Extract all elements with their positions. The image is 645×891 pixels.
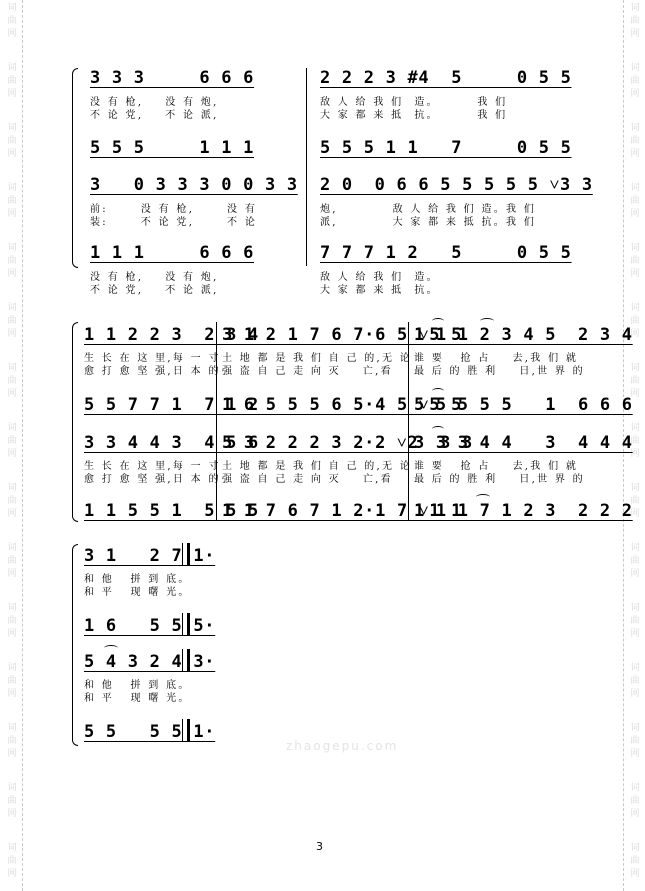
margin-watermark-char: 曲 xyxy=(630,616,640,626)
system-2-row-3-lyric-1-m3: 谁 要 抢 占 去,我 们 就 xyxy=(414,461,579,472)
system-1-row-3-m2: 2 0 0 6 6 5 5 5 5 5 ˅3 3 xyxy=(320,175,593,195)
margin-watermark-char: 词 xyxy=(7,723,17,733)
page-number: 3 xyxy=(316,840,323,853)
margin-watermark-char: 网 xyxy=(7,449,17,459)
margin-watermark-char: 曲 xyxy=(7,76,17,86)
system-2-row-4-m2: 1 1 7 6 7 1 2·1 7 ˅1 1 xyxy=(222,501,463,521)
margin-watermark-char: 网 xyxy=(630,809,640,819)
system-3-row-1-lyric-1: 和 他 拼 到 底。 xyxy=(84,574,191,585)
margin-watermark-char: 词 xyxy=(630,603,640,613)
margin-watermark-char: 词 xyxy=(630,183,640,193)
system-2-row-1-m2: 3 1 2 1 7 6 7·6 5 ˅5 5 xyxy=(222,325,463,345)
margin-watermark-char: 网 xyxy=(630,209,640,219)
system-2-row-1-m3: 1 1 1 2 3 4 5 2 3 4 xyxy=(414,325,633,345)
system-1-row-1-m1: 3 3 3 6 6 6 xyxy=(90,68,255,88)
margin-watermark-char: 网 xyxy=(7,629,17,639)
margin-watermark-char: 曲 xyxy=(630,136,640,146)
watermark-url: zhaogepu.com xyxy=(286,739,399,753)
margin-watermark-char: 曲 xyxy=(7,676,17,686)
margin-watermark-char: 网 xyxy=(7,269,17,279)
margin-watermark-char: 网 xyxy=(630,29,640,39)
margin-watermark-char: 曲 xyxy=(630,556,640,566)
margin-watermark-char: 词 xyxy=(7,663,17,673)
margin-watermark-char: 曲 xyxy=(7,496,17,506)
system-2-row-1-lyric-2-m3: 最 后 的 胜 利 日,世 界 的 xyxy=(414,366,585,377)
system-2-row-4-m3: 1 1 1 7 1 2 3 2 2 2 xyxy=(414,501,633,521)
system-3-brace xyxy=(72,544,78,746)
margin-watermark-char: 网 xyxy=(7,209,17,219)
system-2-row-3-slur xyxy=(432,426,444,432)
margin-watermark-char: 词 xyxy=(630,723,640,733)
margin-watermark-char: 词 xyxy=(7,783,17,793)
margin-watermark-char: 网 xyxy=(630,629,640,639)
system-2-row-2-slur xyxy=(432,388,444,394)
margin-watermark-char: 网 xyxy=(630,569,640,579)
system-1-row-1-m2: 2 2 2 3 #4 5 0 5 5 xyxy=(320,68,572,88)
system-3-row-3-slur xyxy=(104,645,118,651)
system-1-barline xyxy=(306,68,307,266)
system-2-row-2-m1: 5 5 7 7 1 7 1 2 xyxy=(84,395,259,415)
margin-watermark-char: 网 xyxy=(630,509,640,519)
system-1-row-3-lyric-2-m2: 派, 大 家 都 来 抵 抗。我 们 xyxy=(320,217,537,228)
system-1-row-4-lyric-2-m2: 大 家 都 来 抵 抗。 xyxy=(320,285,439,296)
margin-watermark-char: 曲 xyxy=(7,796,17,806)
system-3-row-4: 5 5 5 5 1· xyxy=(84,722,216,742)
margin-watermark-char: 网 xyxy=(630,89,640,99)
margin-watermark-char: 词 xyxy=(630,843,640,853)
margin-watermark-char: 曲 xyxy=(7,856,17,866)
system-1-row-4-m2: 7 7 7 1 2 5 0 5 5 xyxy=(320,243,572,263)
margin-watermark-char: 曲 xyxy=(7,196,17,206)
margin-watermark-char: 网 xyxy=(7,329,17,339)
system-1-row-3-lyric-1-m1: 前: 没 有 枪, 没 有 xyxy=(90,204,258,215)
margin-watermark-char: 网 xyxy=(7,389,17,399)
system-1-row-4-m1: 1 1 1 6 6 6 xyxy=(90,243,255,263)
margin-watermark-char: 词 xyxy=(630,543,640,553)
margin-watermark-char: 词 xyxy=(630,3,640,13)
margin-watermark-char: 曲 xyxy=(630,436,640,446)
margin-watermark-char: 词 xyxy=(7,243,17,253)
margin-watermark-char: 曲 xyxy=(630,76,640,86)
margin-watermark-char: 网 xyxy=(630,749,640,759)
system-1-row-4-lyric-1-m1: 没 有 枪, 没 有 炮, xyxy=(90,272,219,283)
margin-watermark-char: 网 xyxy=(7,89,17,99)
system-3-row-3-lyric-2: 和 平 现 曙 光。 xyxy=(84,693,191,704)
margin-watermark-char: 曲 xyxy=(7,376,17,386)
system-1-row-2-m2: 5 5 5 1 1 7 0 5 5 xyxy=(320,138,572,158)
margin-watermark-char: 曲 xyxy=(630,496,640,506)
system-1-brace xyxy=(72,68,78,268)
margin-watermark-char: 网 xyxy=(630,269,640,279)
margin-watermark-char: 网 xyxy=(630,689,640,699)
margin-watermark-char: 网 xyxy=(630,149,640,159)
system-3-row-1-lyric-2: 和 平 现 曙 光。 xyxy=(84,587,191,598)
margin-watermark-char: 网 xyxy=(630,329,640,339)
system-2-barline-2 xyxy=(408,322,409,520)
margin-watermark-char: 网 xyxy=(7,689,17,699)
margin-watermark-char: 曲 xyxy=(7,616,17,626)
system-2-row-3-m2: 5 3 2 2 2 3 2·2 ˅2 3 3 xyxy=(222,433,473,453)
system-3-row-2-endbar xyxy=(182,613,190,635)
margin-watermark-char: 网 xyxy=(7,149,17,159)
margin-watermark-char: 曲 xyxy=(7,136,17,146)
margin-watermark-char: 词 xyxy=(630,363,640,373)
system-1-row-1-lyric-1-m2: 敌 人 给 我 们 造。 我 们 xyxy=(320,97,508,108)
margin-watermark-char: 词 xyxy=(630,423,640,433)
margin-watermark-char: 曲 xyxy=(7,556,17,566)
system-2-row-1-lyric-1-m2: 土 地 都 是 我 们 自 己 的,无 论 xyxy=(222,353,413,364)
system-2-row-1-slur-1 xyxy=(432,318,444,324)
margin-watermark-char: 词 xyxy=(7,3,17,13)
margin-watermark-char: 词 xyxy=(7,843,17,853)
system-2-row-3-lyric-2-m1: 愈 打 愈 坚 强,日 本 的 xyxy=(84,474,221,485)
margin-watermark-char: 曲 xyxy=(630,256,640,266)
system-2-row-3-lyric-2-m2: 强 盗 自 己 走 向 灭 亡,看 xyxy=(222,474,393,485)
system-1-row-2-m1: 5 5 5 1 1 1 xyxy=(90,138,255,158)
system-2-row-1-lyric-2-m2: 强 盗 自 己 走 向 灭 亡,看 xyxy=(222,366,393,377)
system-1-row-1-lyric-2-m1: 不 论 党, 不 论 派, xyxy=(90,110,219,121)
margin-watermark-char: 曲 xyxy=(630,196,640,206)
margin-watermark-char: 词 xyxy=(7,603,17,613)
margin-watermark-char: 词 xyxy=(7,123,17,133)
margin-watermark-char: 曲 xyxy=(630,796,640,806)
margin-watermark-char: 曲 xyxy=(630,16,640,26)
system-2-row-4-m1: 1 1 5 5 1 5 5 5 xyxy=(84,501,259,521)
system-2-row-2-m2: 1 6 5 5 5 6 5·4 5 ˅5 5 xyxy=(222,395,463,415)
margin-watermark-char: 词 xyxy=(7,363,17,373)
system-2-row-3-lyric-2-m3: 最 后 的 胜 利 日,世 界 的 xyxy=(414,474,585,485)
margin-watermark-char: 词 xyxy=(630,303,640,313)
margin-watermark-char: 曲 xyxy=(7,316,17,326)
margin-watermark-char: 词 xyxy=(7,63,17,73)
system-2-brace xyxy=(72,322,78,522)
system-3-row-3-lyric-1: 和 他 拼 到 底。 xyxy=(84,680,191,691)
system-2-row-3-lyric-1-m1: 生 长 在 这 里,每 一 寸 xyxy=(84,461,221,472)
system-3-row-1: 3 1 2 7 1· xyxy=(84,546,216,566)
system-1-row-3-lyric-1-m2: 炮, 敌 人 给 我 们 造。我 们 xyxy=(320,204,537,215)
margin-watermark-char: 网 xyxy=(7,569,17,579)
margin-watermark-char: 网 xyxy=(7,869,17,879)
system-3-row-3-endbar xyxy=(182,649,190,671)
system-3-row-2: 1 6 5 5 5· xyxy=(84,616,216,636)
margin-watermark-char: 词 xyxy=(630,663,640,673)
margin-watermark-char: 词 xyxy=(7,543,17,553)
system-2-row-4-slur xyxy=(476,494,490,500)
margin-watermark-char: 曲 xyxy=(7,736,17,746)
margin-watermark-char: 词 xyxy=(7,423,17,433)
margin-watermark-char: 词 xyxy=(630,123,640,133)
system-2-row-1-lyric-1-m3: 谁 要 抢 占 去,我 们 就 xyxy=(414,353,579,364)
system-2-row-3-m1: 3 3 4 4 3 4 5 6 xyxy=(84,433,259,453)
system-3-row-4-endbar xyxy=(182,719,190,741)
margin-watermark-char: 曲 xyxy=(7,16,17,26)
margin-watermark-char: 曲 xyxy=(7,436,17,446)
system-1-row-4-lyric-1-m2: 敌 人 给 我 们 造。 xyxy=(320,272,439,283)
margin-watermark-char: 网 xyxy=(7,749,17,759)
system-3-row-1-endbar xyxy=(182,543,190,565)
margin-watermark-char: 网 xyxy=(7,509,17,519)
system-1-row-3-lyric-2-m1: 装: 不 论 党, 不 论 xyxy=(90,217,258,228)
margin-watermark-char: 网 xyxy=(7,29,17,39)
system-1-row-4-lyric-2-m1: 不 论 党, 不 论 派, xyxy=(90,285,219,296)
margin-watermark-char: 词 xyxy=(630,243,640,253)
margin-watermark-char: 曲 xyxy=(630,316,640,326)
system-2-row-1-m1: 1 1 2 2 3 2 3 4 xyxy=(84,325,259,345)
margin-watermark-char: 网 xyxy=(630,389,640,399)
margin-watermark-char: 曲 xyxy=(630,856,640,866)
margin-watermark-char: 网 xyxy=(7,809,17,819)
system-1-row-1-lyric-1-m1: 没 有 枪, 没 有 炮, xyxy=(90,97,219,108)
margin-watermark-char: 曲 xyxy=(7,256,17,266)
system-2-row-1-lyric-1-m1: 生 长 在 这 里,每 一 寸 xyxy=(84,353,221,364)
margin-watermark-char: 曲 xyxy=(630,376,640,386)
margin-watermark-char: 曲 xyxy=(630,736,640,746)
margin-watermark-char: 词 xyxy=(7,183,17,193)
margin-watermark-char: 词 xyxy=(7,303,17,313)
margin-watermark-char: 词 xyxy=(630,783,640,793)
system-1-row-1-lyric-2-m2: 大 家 都 来 抵 抗。 我 们 xyxy=(320,110,508,121)
margin-watermark-char: 词 xyxy=(630,483,640,493)
system-2-row-2-m3: 5 5 5 5 5 1 6 6 6 xyxy=(414,395,633,415)
system-2-row-3-m3: 3 3 3 4 4 3 4 4 4 xyxy=(414,433,633,453)
margin-watermark-char: 网 xyxy=(630,869,640,879)
margin-watermark-char: 网 xyxy=(630,449,640,459)
margin-watermark-char: 曲 xyxy=(630,676,640,686)
system-3-row-3: 5 4 3 2 4 3· xyxy=(84,652,216,672)
margin-watermark-char: 词 xyxy=(7,483,17,493)
margin-watermark-char: 词 xyxy=(630,63,640,73)
system-2-row-3-lyric-1-m2: 土 地 都 是 我 们 自 己 的,无 论 xyxy=(222,461,413,472)
system-2-barline-1 xyxy=(216,322,217,520)
system-2-row-1-lyric-2-m1: 愈 打 愈 坚 强,日 本 的 xyxy=(84,366,221,377)
system-1-row-3-m1: 3 0 3 3 3 0 0 3 3 xyxy=(90,175,298,195)
system-2-row-1-slur-2 xyxy=(480,318,494,324)
